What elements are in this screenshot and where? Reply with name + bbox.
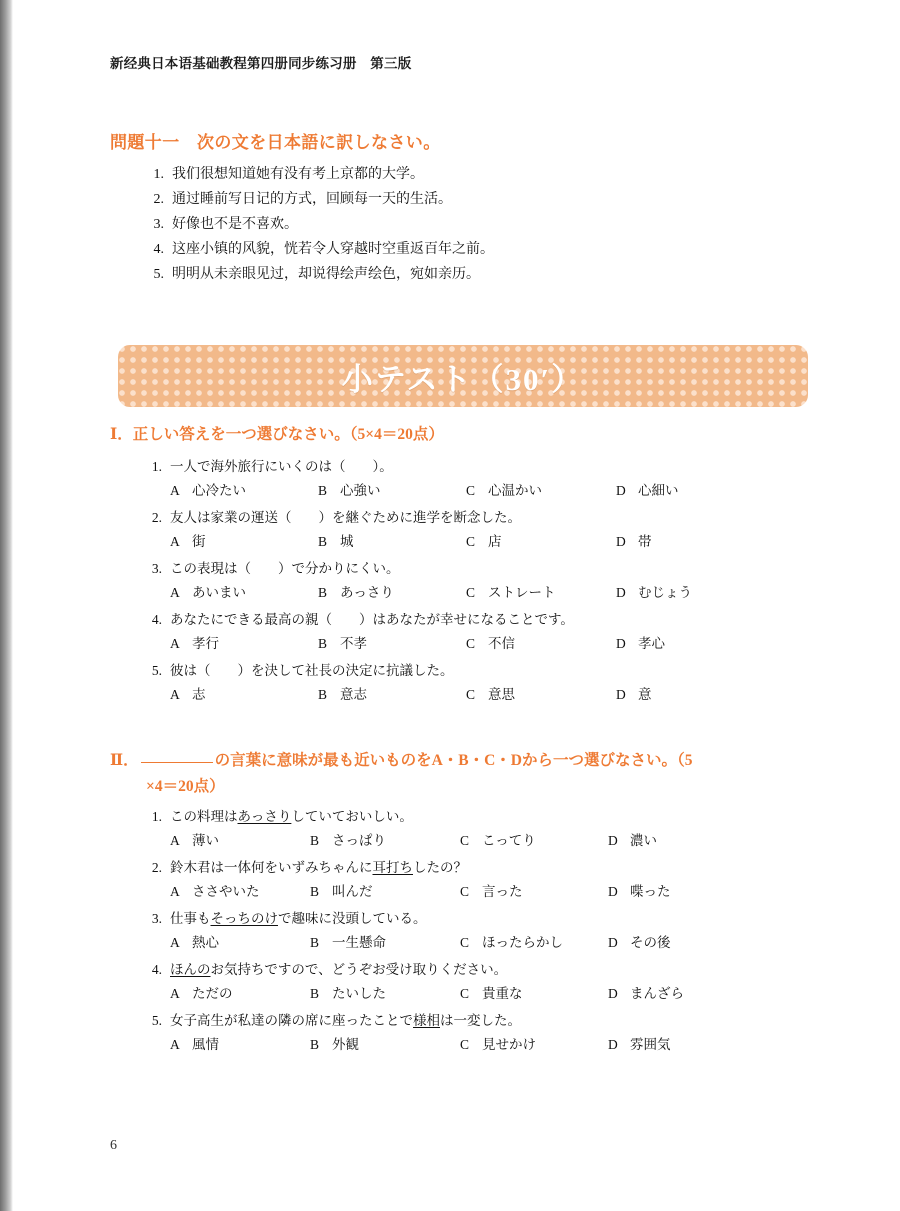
choice-text: 雰囲気 (630, 1037, 671, 1052)
question-text: 彼は（ ）を決して社長の決定に抗議した。 (170, 663, 454, 678)
question-text-pre: 女子高生が私達の隣の席に座ったことで (170, 1013, 413, 1028)
section-2-heading (110, 748, 810, 800)
choice-option[interactable] (608, 1033, 748, 1057)
running-header: 新经典日本语基础教程第四册同步练习册 第三版 (110, 56, 412, 71)
question-item (146, 958, 806, 1006)
choice-option[interactable] (466, 683, 616, 707)
choice-label: D (608, 833, 618, 848)
choice-option[interactable] (466, 581, 616, 605)
choice-label: C (460, 1037, 470, 1052)
choice-text: 意思 (488, 687, 515, 702)
choice-label: B (318, 534, 328, 549)
choice-label: A (170, 636, 180, 651)
choice-text: 不孝 (340, 636, 367, 651)
list-item-text: 我们很想知道她有没有考上京都的大学。 (172, 167, 424, 182)
choice-text: 外観 (332, 1037, 359, 1052)
choice-text: あいまい (192, 585, 246, 600)
choice-label: C (466, 687, 476, 702)
section-2-blank-rule (141, 762, 213, 763)
question-number: 4. (151, 612, 162, 627)
choice-label: C (460, 935, 470, 950)
choice-option[interactable] (318, 530, 466, 554)
list-item (146, 237, 494, 262)
choice-label: D (608, 986, 618, 1001)
choice-option[interactable] (170, 530, 318, 554)
choice-label: D (608, 1037, 618, 1052)
question-number: 2. (151, 510, 162, 525)
choice-text: 一生懸命 (332, 935, 386, 950)
choice-text: ほったらかし (482, 935, 563, 950)
underlined-phrase: そっちのけ (210, 911, 278, 926)
choice-option[interactable] (616, 632, 756, 656)
choice-text: 言った (482, 884, 523, 899)
question-number: 3. (151, 561, 162, 576)
question-number: 5. (151, 663, 162, 678)
choice-label: B (318, 636, 328, 651)
section-1-heading: Ⅰ．正しい答えを一つ選びなさい。（5×4＝20点） (110, 426, 444, 443)
choice-option[interactable] (310, 982, 460, 1006)
choice-text: 街 (192, 534, 206, 549)
choice-text: ささやいた (192, 884, 260, 899)
choice-option[interactable] (310, 1033, 460, 1057)
choice-text: 心冷たい (192, 483, 246, 498)
choice-option[interactable] (466, 632, 616, 656)
choice-label: B (310, 884, 320, 899)
choice-option[interactable] (310, 880, 460, 904)
choice-option[interactable] (170, 931, 310, 955)
question-text-post: したの？ (413, 860, 467, 875)
choice-option[interactable] (310, 829, 460, 853)
choice-option[interactable] (318, 683, 466, 707)
choice-text: 心温かい (488, 483, 542, 498)
question-text: 友人は家業の運送（ ）を継ぐために進学を断念した。 (170, 510, 521, 525)
choice-text: 城 (340, 534, 354, 549)
choice-option[interactable] (170, 982, 310, 1006)
choice-text: むじょう (638, 585, 692, 600)
choice-row (170, 829, 806, 853)
question-text (170, 1009, 806, 1033)
page-number: 6 (110, 1138, 117, 1153)
question-item (146, 1009, 806, 1057)
choice-label: C (460, 986, 470, 1001)
underlined-phrase: ほんの (170, 962, 211, 977)
choice-option[interactable] (170, 880, 310, 904)
choice-label: B (310, 1037, 320, 1052)
choice-option[interactable] (170, 683, 318, 707)
choice-text: その後 (630, 935, 671, 950)
question-text: 一人で海外旅行にいくのは（ ）。 (170, 459, 393, 474)
choice-option[interactable] (170, 1033, 310, 1057)
list-item-number: 4. (153, 242, 164, 257)
choice-label: B (318, 687, 328, 702)
question-number: 3. (151, 911, 162, 926)
choice-option[interactable] (460, 982, 608, 1006)
list-item (146, 212, 494, 237)
choice-label: A (170, 483, 180, 498)
choice-text: あっさり (340, 585, 394, 600)
question-text: この表現は（ ）で分かりにくい。 (170, 561, 400, 576)
choice-text: 心細い (638, 483, 679, 498)
choice-label: B (318, 483, 328, 498)
choice-option[interactable] (466, 479, 616, 503)
choice-text: 意志 (340, 687, 367, 702)
choice-label: A (170, 833, 180, 848)
question-item (146, 907, 806, 955)
choice-label: A (170, 534, 180, 549)
choice-text: さっぱり (332, 833, 386, 848)
underlined-phrase: 耳打ち (372, 860, 413, 875)
choice-label: D (616, 585, 626, 600)
list-item-text: 好像也不是不喜欢。 (172, 217, 298, 232)
choice-text: 喋った (630, 884, 671, 899)
question-text (170, 856, 806, 880)
choice-text: 不信 (488, 636, 515, 651)
choice-text: 孝心 (638, 636, 665, 651)
question-item (146, 659, 806, 707)
choice-label: D (608, 935, 618, 950)
choice-option[interactable] (616, 479, 756, 503)
question-text-pre: 仕事も (170, 911, 211, 926)
choice-label: A (170, 585, 180, 600)
section-2-heading-pre: Ⅱ． (110, 752, 139, 769)
question-item (146, 608, 806, 656)
question-item (146, 856, 806, 904)
choice-option[interactable] (170, 632, 318, 656)
section-1-questions (146, 455, 806, 710)
choice-text: 孝行 (192, 636, 219, 651)
question-item (146, 506, 806, 554)
question-number: 2. (151, 860, 162, 875)
question-text-pre: 鈴木君は一体何をいずみちゃんに (170, 860, 373, 875)
choice-label: B (310, 986, 320, 1001)
choice-text: 風情 (192, 1037, 219, 1052)
choice-row (170, 581, 806, 605)
choice-text: 熱心 (192, 935, 219, 950)
choice-text: 見せかけ (482, 1037, 536, 1052)
choice-text: まんざら (630, 986, 684, 1001)
choice-label: A (170, 1037, 180, 1052)
choice-label: B (310, 833, 320, 848)
list-item (146, 162, 494, 187)
list-item-number: 2. (153, 192, 164, 207)
list-item-number: 5. (153, 267, 164, 282)
question-item (146, 805, 806, 853)
choice-text: 叫んだ (332, 884, 373, 899)
choice-row (170, 931, 806, 955)
choice-label: A (170, 687, 180, 702)
choice-row (170, 530, 806, 554)
choice-label: D (616, 483, 626, 498)
test-banner (118, 345, 808, 407)
list-item (146, 262, 494, 287)
underlined-phrase: あっさり (237, 809, 292, 824)
choice-label: D (608, 884, 618, 899)
choice-text: 心強い (340, 483, 381, 498)
choice-text: 貴重な (482, 986, 523, 1001)
choice-option[interactable] (318, 581, 466, 605)
test-banner-label: 小テスト（30′） (341, 361, 585, 397)
choice-option[interactable] (616, 530, 756, 554)
choice-label: A (170, 884, 180, 899)
section-2-heading-mid: の言葉に意味が最も近いものをA・B・C・Dから一つ選びなさい。（5 (214, 752, 693, 769)
choice-text: 志 (192, 687, 206, 702)
section-2-questions (146, 805, 806, 1060)
choice-option[interactable] (616, 581, 756, 605)
choice-option[interactable] (318, 632, 466, 656)
choice-label: C (466, 483, 476, 498)
choice-text: たいした (332, 986, 386, 1001)
list-item-number: 1. (153, 167, 164, 182)
question-text-post: お気持ちですので、どうぞお受け取りください。 (210, 962, 508, 977)
question-text-post: していておいしい。 (291, 809, 413, 824)
list-item-text: 明明从未亲眼见过，却说得绘声绘色，宛如亲历。 (172, 267, 480, 282)
choice-label: C (460, 884, 470, 899)
underlined-phrase: 様相 (413, 1013, 440, 1028)
choice-row (170, 632, 806, 656)
choice-option[interactable] (466, 530, 616, 554)
page-content (110, 0, 810, 1211)
choice-option[interactable] (460, 880, 608, 904)
choice-option[interactable] (460, 1033, 608, 1057)
choice-option[interactable] (608, 982, 748, 1006)
choice-text: ただの (192, 986, 233, 1001)
choice-label: A (170, 986, 180, 1001)
choice-text: こってり (482, 833, 536, 848)
choice-option[interactable] (608, 931, 748, 955)
choice-option[interactable] (170, 479, 318, 503)
question-number: 1. (151, 809, 162, 824)
question-11-title: 問題十一 次の文を日本語に訳しなさい。 (110, 133, 441, 152)
choice-label: C (466, 534, 476, 549)
choice-label: C (466, 585, 476, 600)
question-text-post: は一変した。 (440, 1013, 521, 1028)
choice-row (170, 880, 806, 904)
question-text-pre: この料理は (170, 809, 238, 824)
choice-option[interactable] (608, 829, 748, 853)
page-binding-edge (0, 0, 13, 1211)
question-number: 4. (151, 962, 162, 977)
question-text (170, 958, 806, 982)
question-number: 1. (151, 459, 162, 474)
question-text (170, 907, 806, 931)
choice-label: D (616, 687, 626, 702)
choice-label: A (170, 935, 180, 950)
choice-option[interactable] (616, 683, 756, 707)
choice-label: D (616, 534, 626, 549)
list-item (146, 187, 494, 212)
choice-text: ストレート (488, 585, 556, 600)
choice-text: 店 (488, 534, 502, 549)
choice-label: D (616, 636, 626, 651)
list-item-text: 通过睡前写日记的方式，回顾每一天的生活。 (172, 192, 452, 207)
section-2-heading-cont: ×4＝20点） (146, 778, 225, 795)
question-11-list (146, 162, 494, 287)
list-item-text: 这座小镇的风貌，恍若令人穿越时空重返百年之前。 (172, 242, 494, 257)
choice-option[interactable] (170, 829, 310, 853)
question-text: あなたにできる最高の親（ ）はあなたが幸せになることです。 (170, 612, 574, 627)
choice-option[interactable] (460, 931, 608, 955)
choice-option[interactable] (318, 479, 466, 503)
question-item (146, 455, 806, 503)
choice-text: 濃い (630, 833, 657, 848)
question-item (146, 557, 806, 605)
choice-text: 意 (638, 687, 652, 702)
choice-row (170, 479, 806, 503)
choice-label: B (310, 935, 320, 950)
question-text (170, 805, 806, 829)
choice-option[interactable] (460, 829, 608, 853)
choice-row (170, 683, 806, 707)
choice-label: C (466, 636, 476, 651)
choice-label: C (460, 833, 470, 848)
choice-label: B (318, 585, 328, 600)
question-number: 5. (151, 1013, 162, 1028)
choice-text: 帯 (638, 534, 652, 549)
question-text-post: で趣味に没頭している。 (278, 911, 427, 926)
choice-option[interactable] (608, 880, 748, 904)
choice-option[interactable] (310, 931, 460, 955)
choice-row (170, 982, 806, 1006)
choice-text: 薄い (192, 833, 219, 848)
list-item-number: 3. (153, 217, 164, 232)
choice-option[interactable] (170, 581, 318, 605)
choice-row (170, 1033, 806, 1057)
